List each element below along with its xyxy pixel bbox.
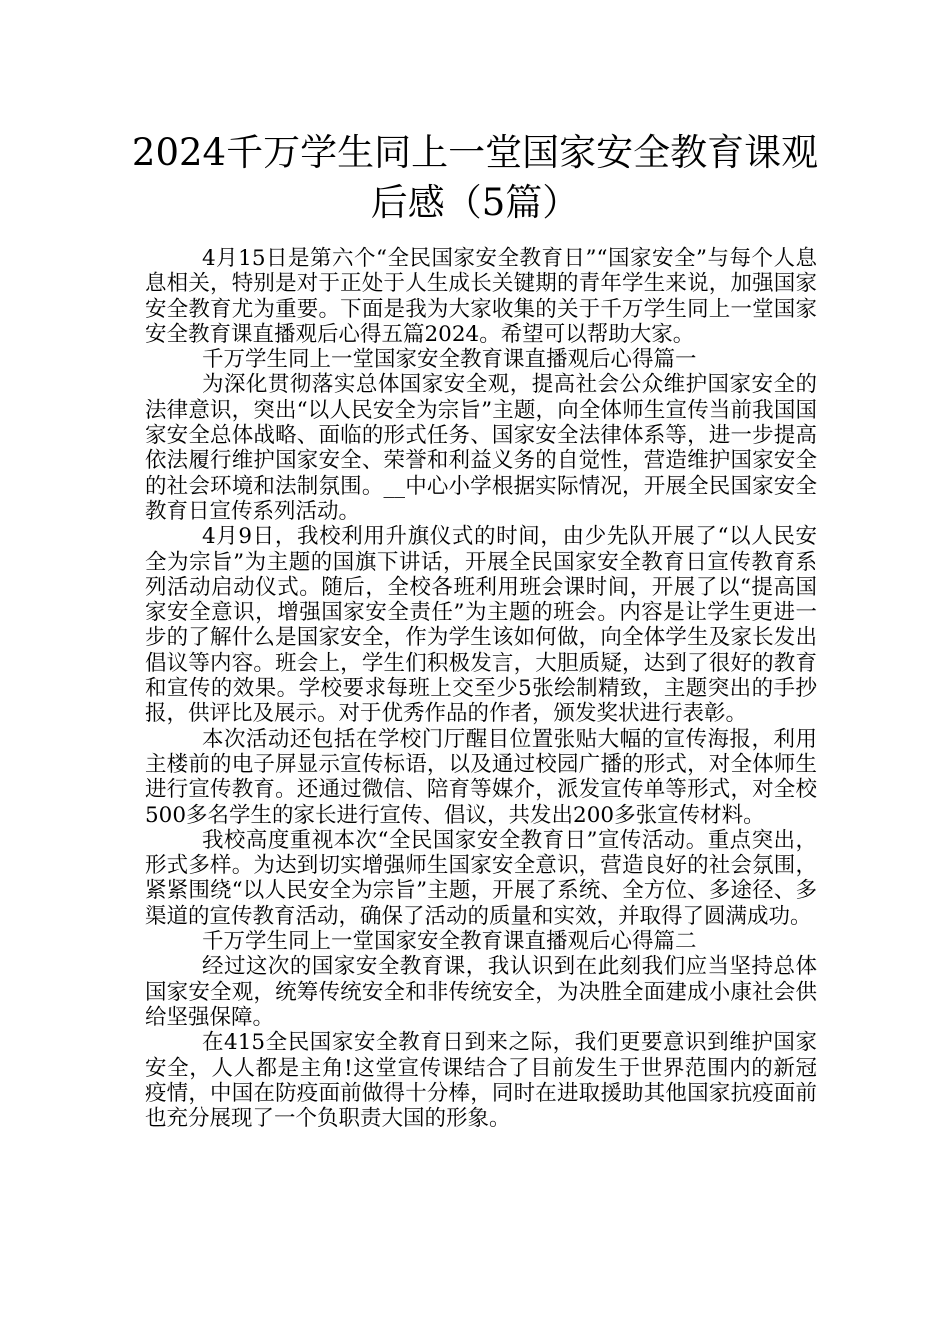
body-paragraph: 在415全民国家安全教育日到来之际，我们更要意识到维护国家安全，人人都是主角!这堂宣传课结合了目前发生于世界范围内的新冠疫情，中国在防疫面前做得十分棒，同时在进取援助其他国家抗疫面前也充分展现了一个负职责大国的形象。 <box>145 1030 817 1132</box>
body-paragraph: 我校高度重视本次“全民国家安全教育日”宣传活动。重点突出，形式多样。为达到切实增强师生国家安全意识，营造良好的社会氛围，紧紧围绕“以人民安全为宗旨”主题，开展了系统、全方位、多途径、多渠道的宣传教育活动，确保了活动的质量和实效，并取得了圆满成功。 <box>145 827 817 929</box>
title-line-1: 2024千万学生同上一堂国家安全教育课观 <box>131 131 819 174</box>
section-heading-2: 千万学生同上一堂国家安全教育课直播观后心得篇二 <box>201 929 697 955</box>
document-body <box>145 246 817 1131</box>
intro-paragraph: 4月15日是第六个“全民国家安全教育日”“国家安全”与每个人息息相关，特别是对于正处于人生成长关键期的青年学生来说，加强国家安全教育尤为重要。下面是我为大家收集的关于千万学生同上一堂国家安全教育课直播观后心得五篇2024。希望可以帮助大家。 <box>145 246 817 347</box>
body-paragraph: 为深化贯彻落实总体国家安全观，提高社会公众维护国家安全的法律意识，突出“以人民安全为宗旨”主题，向全体师生宣传当前我国国家安全总体战略、面临的形式任务、国家安全法律体系等，进一步提高依法履行维护国家安全、荣誉和利益义务的自觉性，营造维护国家安全的社会环境和法制氛围。__中心小学根据实际情况，开展全民国家安全教育日宣传系列活动。 <box>145 372 817 524</box>
document-title <box>120 128 830 228</box>
body-paragraph: 经过这次的国家安全教育课，我认识到在此刻我们应当坚持总体国家安全观，统筹传统安全和非传统安全，为决胜全面建成小康社会供给坚强保障。 <box>145 954 817 1030</box>
body-paragraph: 4月9日，我校利用升旗仪式的时间，由少先队开展了“以人民安全为宗旨”为主题的国旗下讲话，开展全民国家安全教育日宣传教育系列活动启动仪式。随后，全校各班利用班会课时间，开展了以“提高国家安全意识，增强国家安全责任”为主题的班会。内容是让学生更进一步的了解什么是国家安全，作为学生该如何做，向全体学生及家长发出倡议等内容。班会上，学生们积极发言，大胆质疑，达到了很好的教育和宣传的效果。学校要求每班上交至少5张绘制精致，主题突出的手抄报，供评比及展示。对于优秀作品的作者，颁发奖状进行表彰。 <box>145 524 817 727</box>
section-heading-1: 千万学生同上一堂国家安全教育课直播观后心得篇一 <box>201 347 697 373</box>
body-paragraph: 本次活动还包括在学校门厅醒目位置张贴大幅的宣传海报，利用主楼前的电子屏显示宣传标语，以及通过校园广播的形式，对全体师生进行宣传教育。还通过微信、陪育等媒介，派发宣传单等形式，对全校500多名学生的家长进行宣传、倡议，共发出200多张宣传材料。 <box>145 726 817 828</box>
title-line-2: 后感（5篇） <box>370 181 580 224</box>
